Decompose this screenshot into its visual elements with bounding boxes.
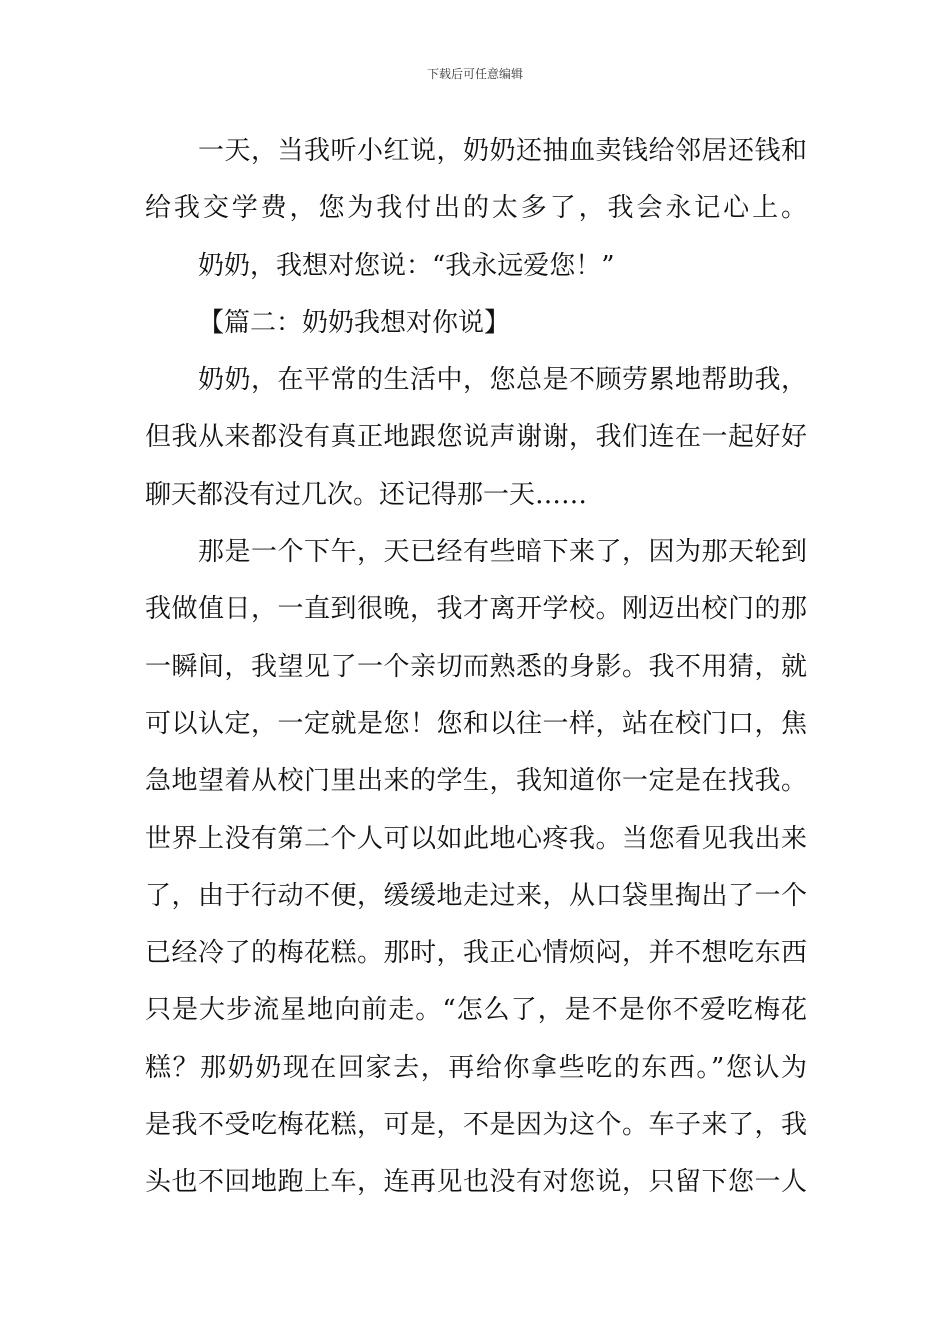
text-line: 只是大步流星地向前走。“怎么了，是不是你不爱吃梅花 (145, 995, 807, 1026)
text-line: 聊天都没有过几次。还记得那一天…… (145, 479, 588, 510)
text-line: 我做值日，一直到很晚，我才离开学校。刚迈出校门的那 (145, 594, 807, 625)
text-line: 奶奶，在平常的生活中，您总是不顾劳累地帮助我， (198, 365, 807, 396)
text-line: 一天，当我听小红说，奶奶还抽血卖钱给邻居还钱和 (198, 136, 807, 166)
text-line: 世界上没有第二个人可以如此地心疼我。当您看见我出来 (145, 823, 807, 854)
text-line: 可以认定，一定就是您！您和以往一样，站在校门口，焦 (145, 708, 807, 739)
text-line: 是我不受吃梅花糕，可是，不是因为这个。车子来了，我 (145, 1110, 807, 1141)
text-line: 头也不回地跑上车，连再见也没有对您说，只留下您一人 (145, 1167, 807, 1198)
text-line: 一瞬间，我望见了一个亲切而熟悉的身影。我不用猜，就 (145, 651, 807, 682)
text-line: 奶奶，我想对您说：“我永远爱您！” (198, 250, 615, 281)
page-header-note: 下载后可任意编辑 (426, 67, 523, 81)
section-heading: 【篇二：奶奶我想对你说】 (198, 307, 511, 338)
text-line: 那是一个下午，天已经有些暗下来了，因为那天轮到 (198, 537, 807, 568)
document-body (145, 123, 807, 1212)
text-line: 了，由于行动不便，缓缓地走过来，从口袋里掏出了一个 (145, 880, 807, 911)
text-line: 糕？那奶奶现在回家去，再给你拿些吃的东西。”您认为 (145, 1052, 807, 1083)
text-line: 但我从来都没有真正地跟您说声谢谢，我们连在一起好好 (145, 422, 807, 453)
text-line: 急地望着从校门里出来的学生，我知道你一定是在找我。 (145, 766, 807, 797)
text-line: 已经冷了的梅花糕。那时，我正心情烦闷，并不想吃东西 (145, 938, 807, 969)
text-line: 给我交学费，您为我付出的太多了，我会永记心上。 (145, 193, 807, 224)
